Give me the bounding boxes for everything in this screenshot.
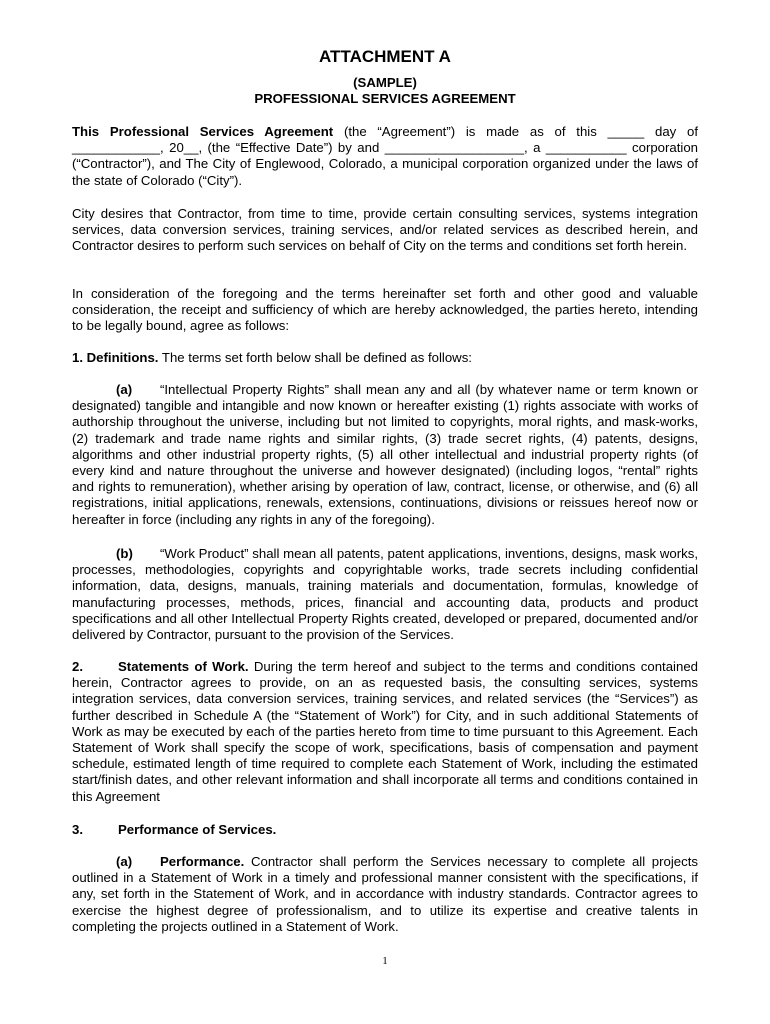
section-3a-label: (a) (116, 854, 133, 869)
section-1b-text: “Work Product” shall mean all patents, patent applications, inventions, designs, mask works, processes, methodologies, copyrights and copyrightable works, trade secrets including confidential information, data, designs, manuals, training materials and documentation, formulas, knowledge of manufacturing processes, methods, prices, financial and accounting data, products and product specifications and all other Intellectual Property Rights created, developed or prepared, documented and/or delivered by Contractor, pursuant to the provision of the Services. (72, 546, 698, 643)
intro-lead: This Professional Services Agreement (72, 124, 334, 139)
section-3a-text: Contractor shall perform the Services necessary to complete all projects outlined in a Statement of Work in a timely and professional manner consistent with the specifications, if any, set forth in the Statement of Work, and in accordance with industry standards. Contractor agrees to exercise the highest degree of professionalism, and to utilize its expertise and creative talents in completing the projects outlined in a Statement of Work. (72, 854, 698, 934)
section-1-text: The terms set forth below shall be defined as follows: (158, 350, 472, 365)
section-3a-paragraph (72, 854, 698, 935)
recital-paragraph: City desires that Contractor, from time to time, provide certain consulting services, systems integration services, data conversion services, training services, and/or related services as described herein, and Contractor desires to perform such services on behalf of City on the terms and conditions set forth herein. (72, 206, 698, 254)
section-1a-paragraph (72, 382, 698, 528)
section-2-heading: Statements of Work. (118, 659, 249, 674)
agreement-subtitle: PROFESSIONAL SERVICES AGREEMENT (254, 91, 516, 106)
consideration-paragraph: In consideration of the foregoing and the terms hereinafter set forth and other good and valuable consideration, the receipt and sufficiency of which are hereby acknowledged, the parties hereto, intending to be legally bound, agree as follows: (72, 286, 698, 334)
section-2-number: 2. (72, 659, 83, 674)
section-2-text: During the term hereof and subject to the terms and conditions contained herein, Contractor agrees to provide, on an as requested basis, the consulting services, systems integration services, data conversion services, training services, and related services (the “Services”) as further described in Schedule A (the “Statement of Work”) for City, and in such additional Statements of Work as may be executed by each of the parties hereto from time to time pursuant to this Agreement. Each Statement of Work shall specify the scope of work, specifications, basis of compensation and payment schedule, estimated length of time required to complete each Statement of Work, including the estimated start/finish dates, and other relevant information and shall incorporate all terms and conditions contained in this Agreement (72, 659, 698, 804)
intro-paragraph (72, 124, 698, 189)
section-3-paragraph (72, 822, 698, 838)
section-3-heading: Performance of Services. (118, 822, 277, 837)
section-1-paragraph (72, 350, 698, 366)
document-title: ATTACHMENT A (319, 47, 451, 66)
section-1a-label: (a) (116, 382, 133, 397)
section-1a-text: “Intellectual Property Rights” shall mean any and all (by whatever name or term known or designated) tangible and intangible and now known or hereafter existing (1) rights associate with works of authorship throughout the universe, including but not limited to copyrights, moral rights, and mask-works, (2) trademark and trade name rights and similar rights, (3) trade secret rights, (4) patents, designs, algorithms and other industrial property rights, (5) all other intellectual and industrial property rights (of every kind and nature throughout the universe and however designated) (including logos, “rental” rights and rights to remuneration), whether arising by operation of law, contract, license, or otherwise, and (6) all registrations, initial applications, renewals, extensions, continuations, divisions or reissues hereof now or hereafter in force (including any rights in any of the foregoing). (72, 382, 698, 527)
section-1-heading: 1. Definitions. (72, 350, 159, 365)
section-1b-paragraph (72, 546, 698, 643)
section-2-paragraph (72, 659, 698, 805)
intro-text: (the “Agreement”) is made as of this _____ day of ____________, 20__, (the “Effective Date”) by and ___________________, a ___________ corporation (“Contractor”), and The City of Englewood, Colorado, a municipal corporation organized under the laws of the state of Colorado (“City”). (72, 124, 699, 188)
section-1b-label: (b) (116, 546, 133, 561)
page-number: 1 (382, 955, 388, 967)
section-3-number: 3. (72, 822, 83, 837)
sample-label: (SAMPLE) (353, 75, 417, 90)
section-3a-heading: Performance. (160, 854, 245, 869)
